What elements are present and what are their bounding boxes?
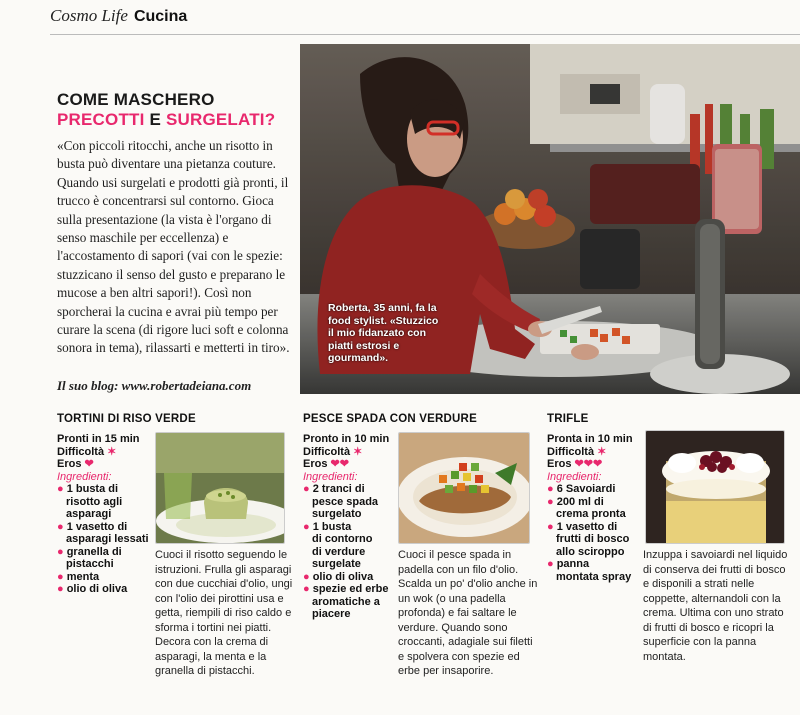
recipe-1-ingredients xyxy=(57,483,153,596)
ingredient-item xyxy=(57,533,153,546)
ingredient-text: 200 ml di xyxy=(556,495,604,508)
ingredient-text: asparagi lessati xyxy=(66,533,149,545)
ingredient-text: crema pronta xyxy=(556,508,626,520)
ingredient-item xyxy=(57,558,153,571)
title-line-1: COME MASCHERO xyxy=(57,90,215,109)
eros-heart-icon: ❤❤❤ xyxy=(574,458,603,470)
ingredient-text: piacere xyxy=(312,608,351,620)
ingredient-item xyxy=(57,508,153,521)
recipe-3-ingredients-label: Ingredienti: xyxy=(547,470,602,483)
header-divider xyxy=(50,34,800,35)
article-title xyxy=(57,90,297,130)
ingredient-item xyxy=(57,571,153,584)
recipe-2-time: Pronto in 10 min xyxy=(303,433,390,445)
ingredient-text: di contorno xyxy=(312,533,373,545)
ingredient-text: 1 busta di xyxy=(66,483,119,495)
ingredient-item xyxy=(303,571,397,584)
recipe-3-eros-label: Eros xyxy=(547,458,572,470)
title-word-e: E xyxy=(149,110,162,129)
ingredient-item xyxy=(547,546,643,559)
ingredient-item xyxy=(57,521,153,534)
bullet-icon: ● xyxy=(547,558,557,570)
ingredient-item xyxy=(547,558,643,571)
ingredient-item xyxy=(57,496,153,509)
ingredient-item xyxy=(303,521,397,534)
ingredient-text: surgelato xyxy=(312,508,362,520)
recipe-2-difficulty-label: Difficoltà xyxy=(303,445,351,458)
bullet-icon: ● xyxy=(57,570,67,583)
ingredient-text: aromatiche a xyxy=(312,595,380,608)
blog-link[interactable]: Il suo blog: www.robertadeiana.com xyxy=(57,378,252,393)
recipe-2-text: Cuoci il pesce spada in padella con un filo d'olio. Scalda un po' d'olio anche in un wok (o una padella profonda) e fai saltare le verdure. Quando sono croccanti, adagiale sui filetti e spolvera con spezie ed erbe per insaporire. xyxy=(398,549,538,677)
ingredient-text: olio di oliva xyxy=(312,570,374,583)
recipe-1-title: TORTINI DI RISO VERDE xyxy=(57,413,196,425)
difficulty-star-icon: ✶ xyxy=(597,445,607,458)
photo-caption: Roberta, 35 anni, fa la food stylist. «Stuzzico il mio fidanzato con piatti estrosi e gourmand». xyxy=(328,302,439,364)
recipe-3-text: Inzuppa i savoiardi nel liquido di conserva dei frutti di bosco e disponili a strati nelle coppette, alternandoli con la crema. Ultima con uno strato di frutti di bosco e ricopri la superficie con la panna montata. xyxy=(643,549,788,663)
recipe-3-photo xyxy=(645,430,785,544)
ingredient-item xyxy=(303,483,397,496)
ingredient-text: 1 vasetto di xyxy=(556,520,618,533)
ingredient-text: 2 tranci di xyxy=(312,483,365,495)
masthead xyxy=(50,6,187,30)
ingredient-item xyxy=(303,608,397,621)
ingredient-text: panna xyxy=(556,558,590,570)
ingredient-text: 1 vasetto di xyxy=(66,520,128,533)
section-name: Cucina xyxy=(133,8,188,25)
ingredient-text: spezie ed erbe xyxy=(312,583,389,595)
recipe-3-time: Pronta in 10 min xyxy=(547,433,633,445)
brand-logo: Cosmo Life xyxy=(50,6,128,25)
ingredient-text: 1 busta xyxy=(312,520,352,533)
eros-heart-icon: ❤ xyxy=(84,458,94,470)
recipe-2-eros-label: Eros xyxy=(303,458,328,470)
article-intro: «Con piccoli ritocchi, anche un risotto in busta può diventare una pietanza couture. Quando usi surgelati e prodotti già pronti, il trucco è concentrarsi sul contorno. Gioca sulla presentazione (la vista è l'organo di senso maschile per eccellenza) e l'accostamento di sapori (vai con le spezie: stuzzicano il senso del gusto e preparano le mucose a ben altri sapori!). Così non sporcherai la cucina e avrai più tempo per curare la scena (di rigore luci soft e colonna sonora in tema), rilassarti e metterti in tiro». xyxy=(57,138,290,356)
recipe-2-ingredients xyxy=(303,483,397,621)
ingredient-item xyxy=(303,583,397,596)
ingredient-text: olio di oliva xyxy=(66,583,128,595)
ingredient-text: pesce spada xyxy=(312,495,379,508)
ingredient-item xyxy=(303,533,397,546)
recipe-1-text: Cuoci il risotto seguendo le istruzioni. Frulla gli asparagi con due cucchiai d'olio, ungi con l'olio dei pirottini usa e getta, riempili di riso caldo e sforma i tortini nei piatti. Decora con la crema di asparagi, la menta e la granella di pistacchi. xyxy=(155,549,293,677)
ingredient-text: risotto agli xyxy=(66,495,123,508)
ingredient-item xyxy=(547,508,643,521)
bullet-icon: ● xyxy=(57,583,67,595)
recipe-1-ingredients-label: Ingredienti: xyxy=(57,470,112,483)
ingredient-text: montata spray xyxy=(556,570,632,583)
ingredient-text: granella di xyxy=(66,545,122,558)
bullet-icon: ● xyxy=(303,570,313,583)
recipe-3-ingredients xyxy=(547,483,643,583)
ingredient-item xyxy=(57,483,153,496)
ingredient-item xyxy=(547,483,643,496)
ingredient-item xyxy=(303,496,397,509)
recipe-1-time: Pronti in 15 min xyxy=(57,433,140,445)
recipe-1-difficulty-label: Difficoltà xyxy=(57,445,105,458)
recipe-2-meta xyxy=(303,433,397,621)
recipe-1-photo xyxy=(155,432,285,544)
ingredient-item xyxy=(547,521,643,534)
ingredient-item xyxy=(547,533,643,546)
difficulty-star-icon: ✶ xyxy=(107,445,117,458)
eros-heart-icon: ❤❤ xyxy=(330,458,349,470)
bullet-icon: ● xyxy=(303,583,313,595)
ingredient-item xyxy=(303,508,397,521)
bullet-icon: ● xyxy=(547,495,557,508)
title-word-precotti: PRECOTTI xyxy=(57,110,145,129)
ingredient-item xyxy=(547,496,643,509)
recipe-3-title: TRIFLE xyxy=(547,413,589,425)
recipe-1-eros-label: Eros xyxy=(57,458,82,470)
ingredient-text: surgelate xyxy=(312,558,361,570)
recipe-2-photo xyxy=(398,432,530,544)
bullet-icon: ● xyxy=(57,520,67,533)
bullet-icon: ● xyxy=(57,545,67,558)
ingredient-text: menta xyxy=(66,570,100,583)
bullet-icon: ● xyxy=(547,520,557,533)
ingredient-item xyxy=(57,546,153,559)
recipe-2-title: PESCE SPADA CON VERDURE xyxy=(303,413,477,425)
ingredient-item xyxy=(303,546,397,559)
ingredient-text: pistacchi xyxy=(66,558,114,570)
difficulty-star-icon: ✶ xyxy=(353,445,363,458)
recipe-3-difficulty-label: Difficoltà xyxy=(547,445,595,458)
ingredient-text: asparagi xyxy=(66,508,112,520)
ingredient-item xyxy=(303,558,397,571)
recipe-3-meta xyxy=(547,433,643,583)
ingredient-text: allo sciroppo xyxy=(556,545,625,558)
bullet-icon: ● xyxy=(547,483,557,495)
recipe-1-meta xyxy=(57,433,153,596)
bullet-icon: ● xyxy=(303,520,313,533)
recipe-2-ingredients-label: Ingredienti: xyxy=(303,470,358,483)
ingredient-text: 6 Savoiardi xyxy=(556,483,616,495)
title-word-surgelati: SURGELATI? xyxy=(165,110,276,129)
ingredient-text: di verdure xyxy=(312,545,366,558)
ingredient-item xyxy=(57,583,153,596)
ingredient-item xyxy=(303,596,397,609)
ingredient-item xyxy=(547,571,643,584)
ingredient-text: frutti di bosco xyxy=(556,533,630,545)
bullet-icon: ● xyxy=(303,483,313,495)
bullet-icon: ● xyxy=(57,483,67,495)
